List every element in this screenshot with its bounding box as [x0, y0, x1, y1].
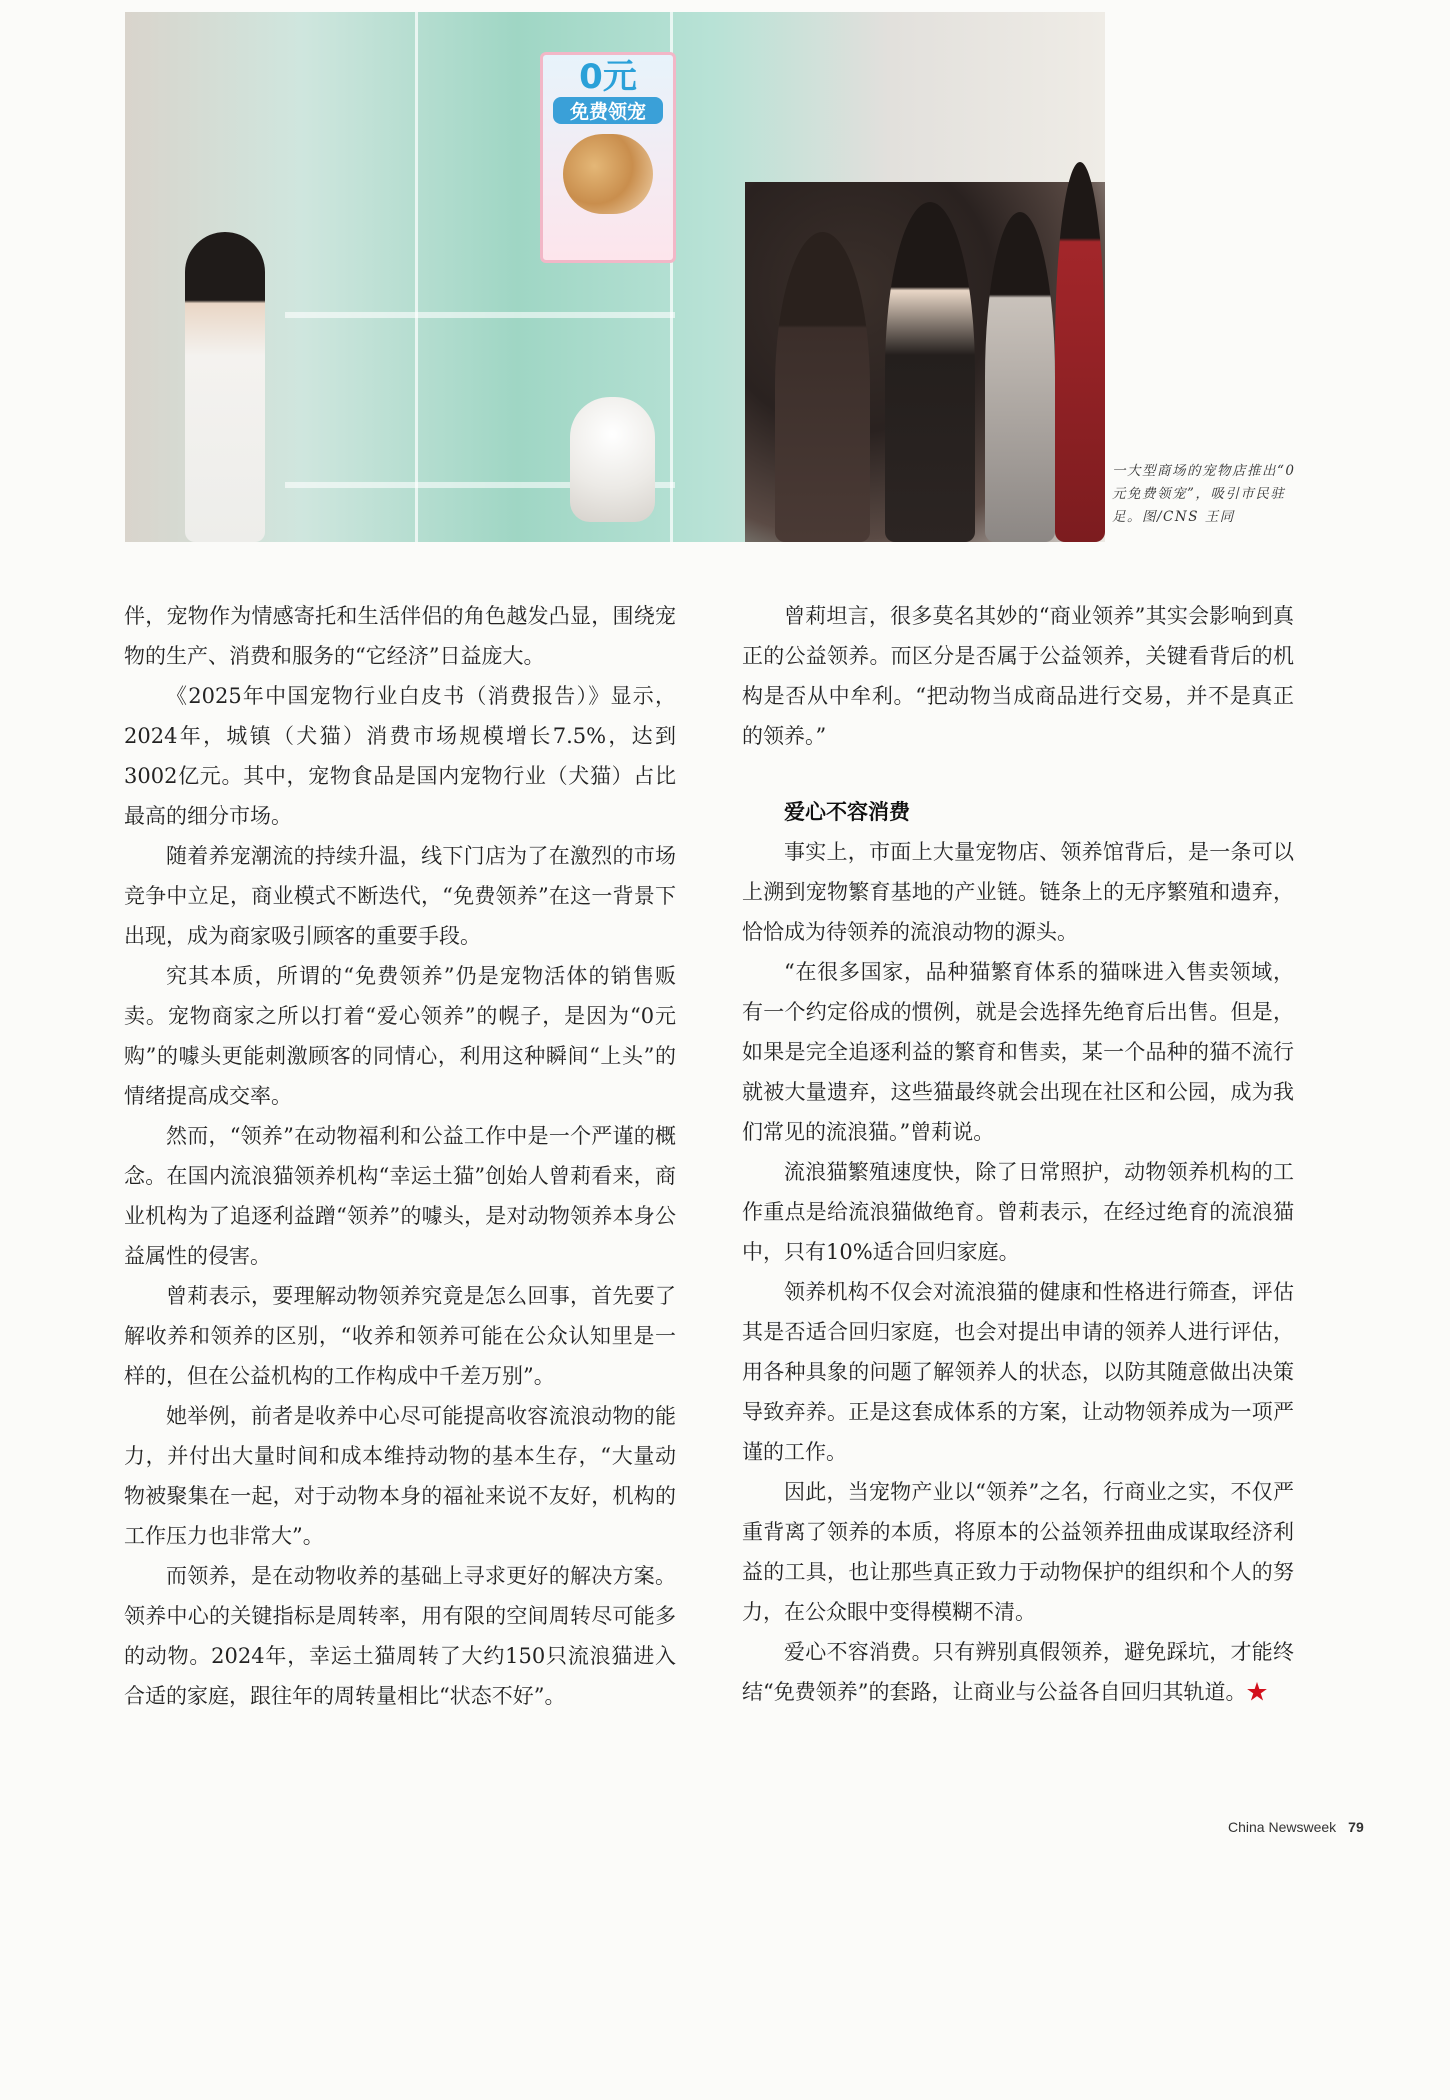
sign-price: 0元	[579, 57, 637, 97]
page-footer	[1228, 1819, 1364, 1835]
paragraph: 而领养，是在动物收养的基础上寻求更好的解决方案。领养中心的关键指标是周转率，用有限的空间周转尽可能多的动物。2024年，幸运土猫周转了大约150只流浪猫进入合适的家庭，跟往年的周转量相比“状态不好”。	[124, 1564, 676, 1708]
pets-illustration	[563, 134, 653, 214]
end-star-icon: ★	[1246, 1680, 1268, 1704]
paragraph: 她举例，前者是收养中心尽可能提高收容流浪动物的能力，并付出大量时间和成本维持动物的基本生存，“大量动物被聚集在一起，对于动物本身的福祉来说不友好，机构的工作压力也非常大”。	[124, 1404, 676, 1548]
right-column	[742, 596, 1294, 1712]
paragraph: 然而，“领养”在动物福利和公益工作中是一个严谨的概念。在国内流浪猫领养机构“幸运土猫”创始人曾莉看来，商业机构为了追逐利益蹭“领养”的噱头，是对动物领养本身公益属性的侵害。	[124, 1124, 676, 1268]
paragraph: 流浪猫繁殖速度快，除了日常照护，动物领养机构的工作重点是给流浪猫做绝育。曾莉表示，在经过绝育的流浪猫中，只有10%适合回归家庭。	[742, 1160, 1294, 1264]
photo-caption: 一大型商场的宠物店推出“0元免费领宠”，吸引市民驻足。图/CNS 王同	[1112, 463, 1296, 525]
shopper	[985, 212, 1055, 542]
paragraph: 究其本质，所谓的“免费领养”仍是宠物活体的销售贩卖。宠物商家之所以打着“爱心领养”的幌子，是因为“0元购”的噱头更能刺激顾客的同情心，利用这种瞬间“上头”的情绪提高成交率。	[124, 964, 676, 1108]
shopper	[885, 202, 975, 542]
section-heading: 爱心不容消费	[784, 800, 910, 824]
shopper	[1055, 162, 1105, 542]
publication-name: China Newsweek	[1228, 1819, 1337, 1835]
glass-pane	[415, 12, 418, 542]
free-adoption-sign	[540, 52, 676, 263]
paragraph: 因此，当宠物产业以“领养”之名，行商业之实，不仅严重背离了领养的本质，将原本的公益领养扭曲成谋取经济利益的工具，也让那些真正致力于动物保护的组织和个人的努力，在公众眼中变得模糊不清。	[742, 1480, 1294, 1624]
paragraph	[742, 1632, 1294, 1712]
paragraph: 领养机构不仅会对流浪猫的健康和性格进行筛查，评估其是否适合回归家庭，也会对提出申请的领养人进行评估，用各种具象的问题了解领养人的状态，以防其随意做出决策导致弃养。正是这套成体系的方案，让动物领养成为一项严谨的工作。	[742, 1280, 1294, 1464]
shelf	[285, 312, 675, 318]
paragraph: 《2025年中国宠物行业白皮书（消费报告）》显示，2024年，城镇（犬猫）消费市场规模增长7.5%，达到3002亿元。其中，宠物食品是国内宠物行业（犬猫）占比最高的细分市场。	[124, 684, 676, 828]
paragraph: 随着养宠潮流的持续升温，线下门店为了在激烈的市场竞争中立足，商业模式不断迭代，“免费领养”在这一背景下出现，成为商家吸引顾客的重要手段。	[124, 844, 676, 948]
paragraph: 事实上，市面上大量宠物店、领养馆背后，是一条可以上溯到宠物繁育基地的产业链。链条上的无序繁殖和遗弃，恰恰成为待领养的流浪动物的源头。	[742, 840, 1294, 944]
shop-assistant	[185, 232, 265, 542]
paragraph: “在很多国家，品种猫繁育体系的猫咪进入售卖领域，有一个约定俗成的惯例，就是会选择先绝育后出售。但是，如果是完全追逐利益的繁育和售卖，某一个品种的猫不流行就被大量遗弃，这些猫最终就会出现在社区和公园，成为我们常见的流浪猫。”曾莉说。	[742, 960, 1294, 1144]
article-photo	[125, 12, 1105, 542]
paragraph: 伴，宠物作为情感寄托和生活伴侣的角色越发凸显，围绕宠物的生产、消费和服务的“它经济”日益庞大。	[124, 604, 676, 668]
final-sentence: 爱心不容消费。只有辨别真假领养，避免踩坑，才能终结“免费领养”的套路，让商业与公益各自回归其轨道。	[742, 1640, 1294, 1704]
sign-text: 免费领宠	[553, 97, 663, 124]
puppy	[570, 397, 655, 522]
page-number: 79	[1348, 1819, 1364, 1835]
paragraph: 曾莉坦言，很多莫名其妙的“商业领养”其实会影响到真正的公益领养。而区分是否属于公益领养，关键看背后的机构是否从中牟利。“把动物当成商品进行交易，并不是真正的领养。”	[742, 604, 1294, 748]
paragraph: 曾莉表示，要理解动物领养究竟是怎么回事，首先要了解收养和领养的区别，“收养和领养可能在公众认知里是一样的，但在公益机构的工作构成中千差万别”。	[124, 1284, 676, 1388]
shopper	[775, 232, 870, 542]
left-column	[124, 596, 676, 1716]
